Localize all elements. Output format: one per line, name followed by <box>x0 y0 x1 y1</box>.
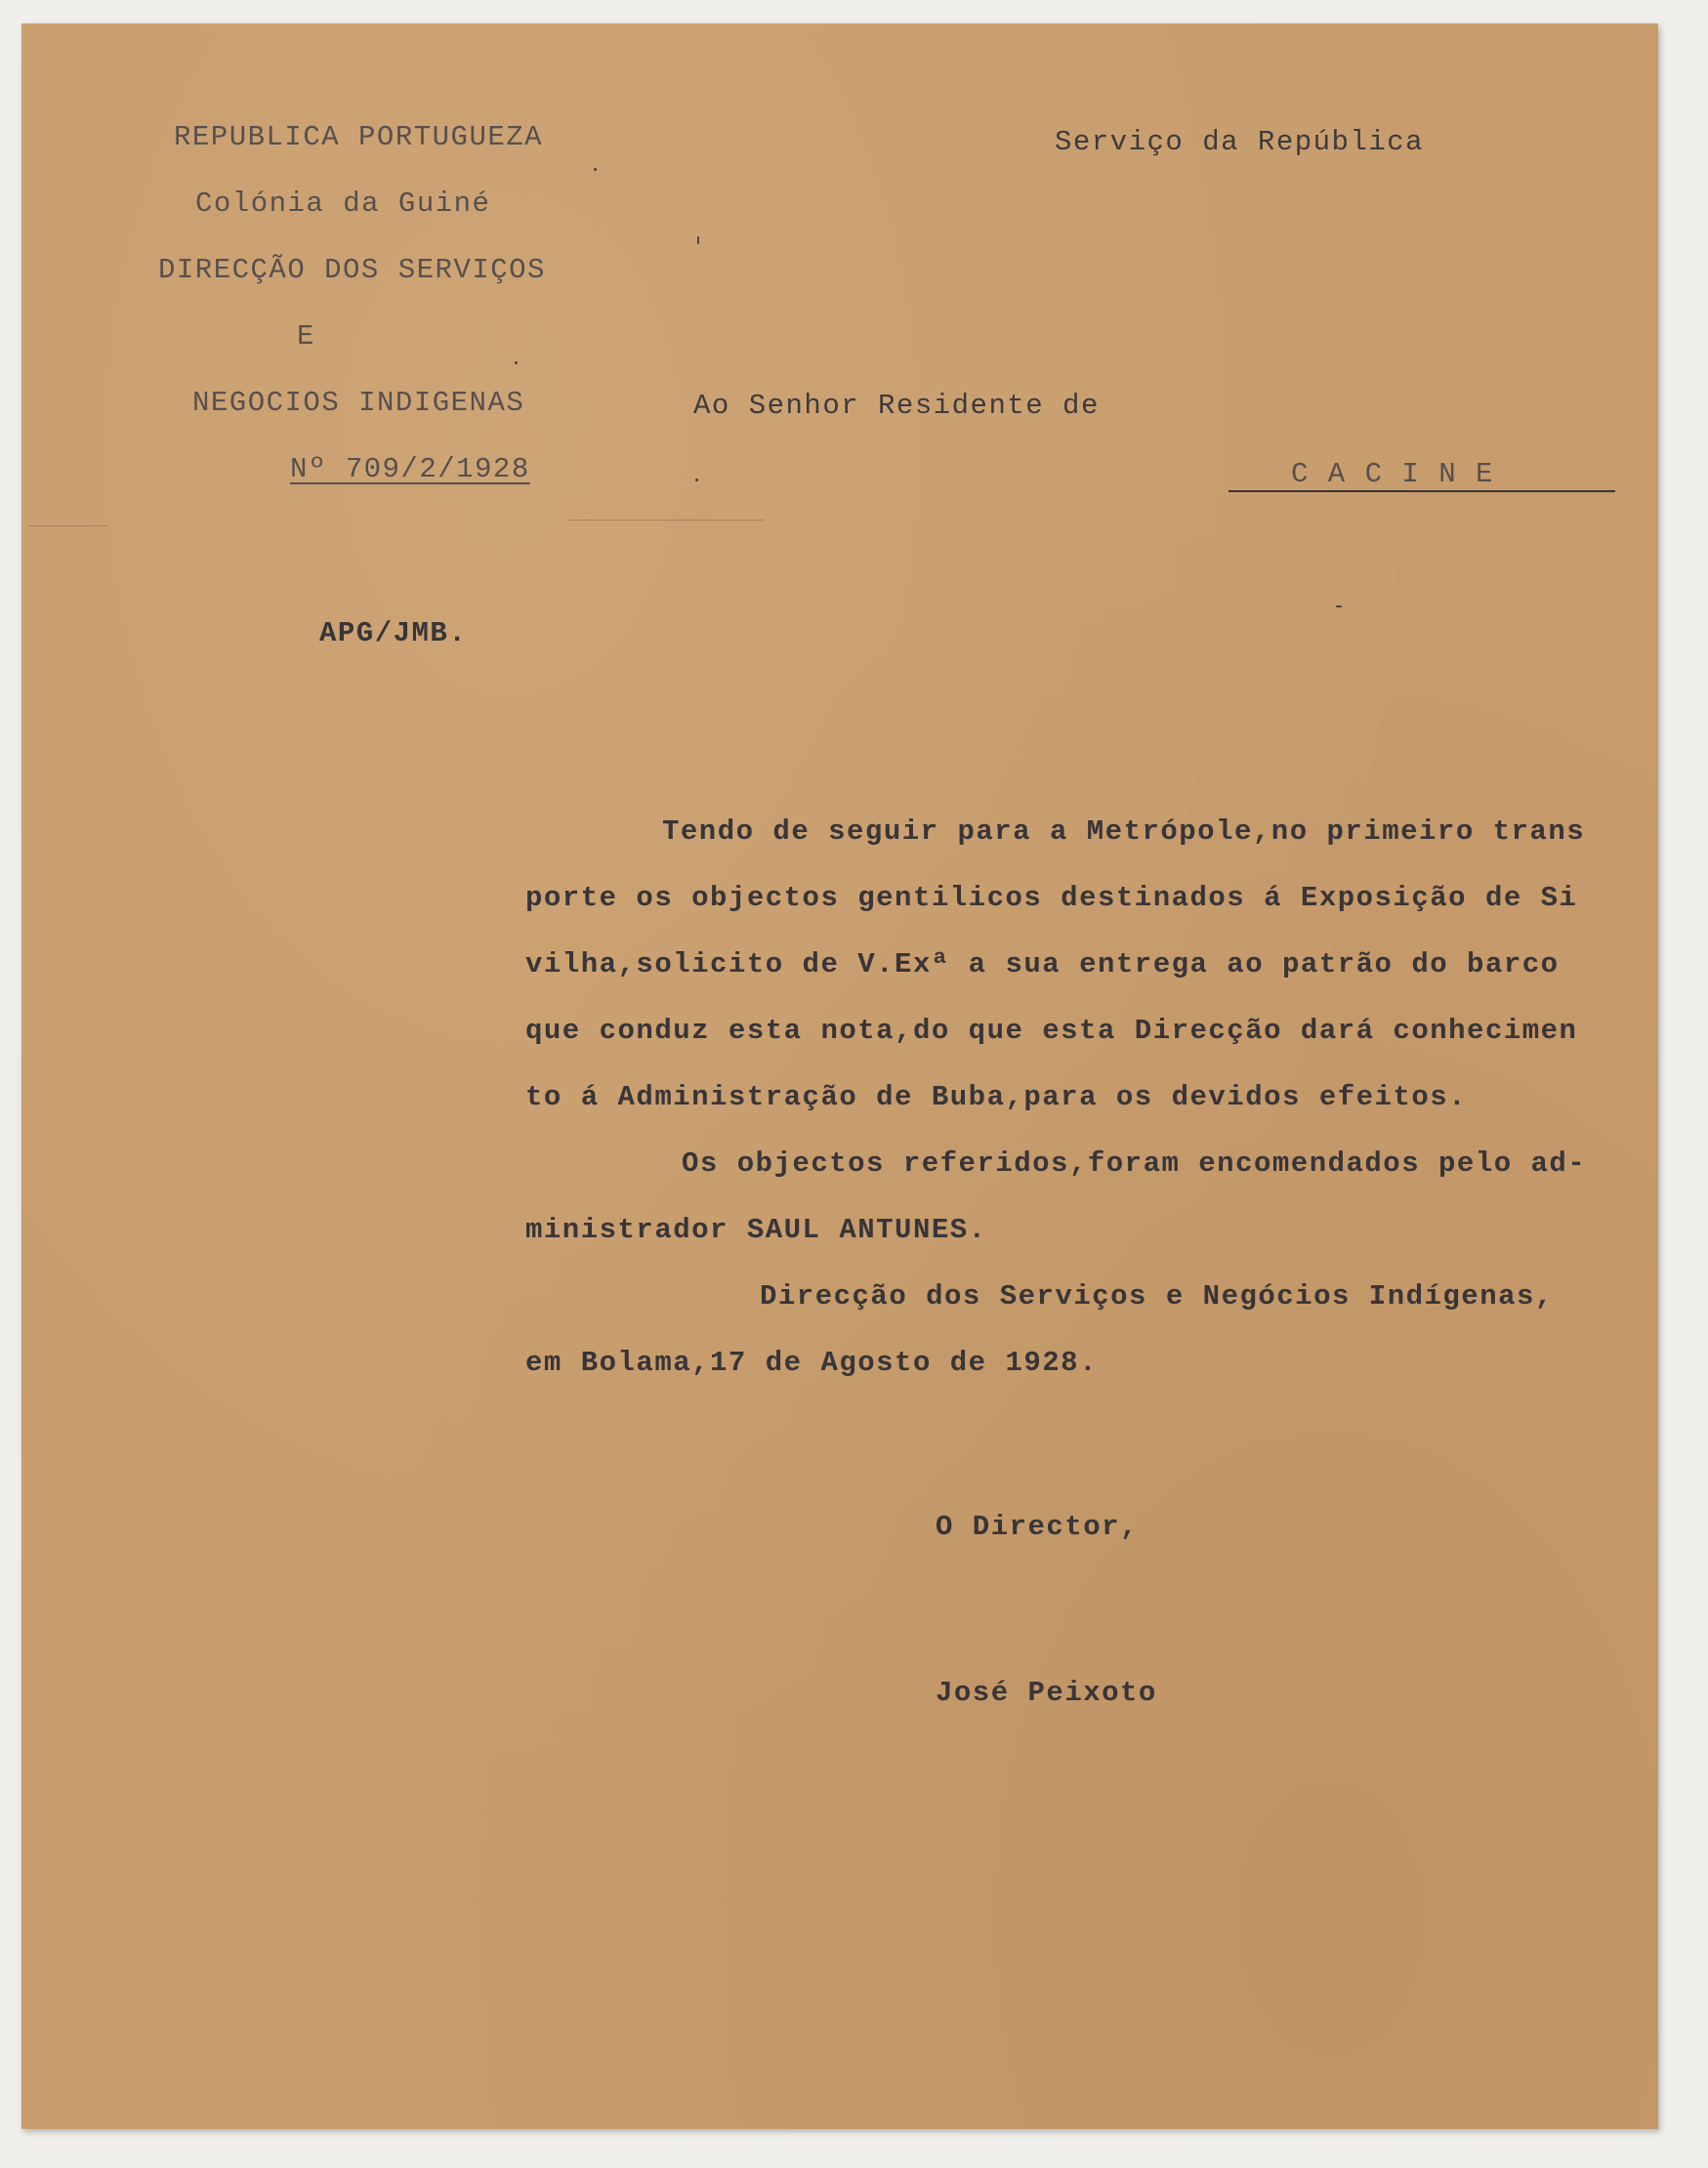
letterhead-colony: Colónia da Guiné <box>195 188 491 220</box>
reference-initials: APG/JMB. <box>319 617 468 649</box>
document-number: Nº 709/2/1928 <box>290 453 530 485</box>
faint-trace <box>568 520 764 521</box>
service-heading: Serviço da República <box>1055 126 1425 158</box>
letterhead-directorate: DIRECÇÃO DOS SERVIÇOS <box>158 254 546 286</box>
letterhead-republic: REPUBLICA PORTUGUEZA <box>174 121 544 153</box>
addressee-salutation: Ao Senhor Residente de <box>693 390 1100 422</box>
addressee-place: C A C I N E <box>1291 458 1494 490</box>
paper-speck <box>515 361 518 364</box>
paper-speck <box>594 168 597 171</box>
paper-speck <box>695 479 698 481</box>
paper-speck <box>697 236 699 244</box>
fold-mark <box>29 525 107 526</box>
body-line-9: em Bolama,17 de Agosto de 1928. <box>525 1347 1098 1379</box>
body-line-6: Os objectos referidos,foram encomendados pelo ad- <box>682 1147 1587 1180</box>
document-page <box>21 23 1658 2129</box>
body-line-2: porte os objectos gentilicos destinados á Exposição de Si <box>525 882 1578 914</box>
letterhead-native-affairs: NEGOCIOS INDIGENAS <box>192 387 525 419</box>
body-line-3: vilha,solicito de V.Exª a sua entrega ao patrão do barco <box>525 948 1560 980</box>
body-line-5: to á Administração de Buba,para os devidos efeitos. <box>525 1081 1468 1113</box>
closing-signature: José Peixoto <box>936 1677 1157 1709</box>
closing-title: O Director, <box>936 1511 1139 1543</box>
body-line-1: Tendo de seguir para a Metrópole,no primeiro trans <box>662 815 1586 848</box>
body-line-7: ministrador SAUL ANTUNES. <box>525 1214 987 1246</box>
addressee-underline <box>1229 490 1615 492</box>
body-line-8: Direcção dos Serviços e Negócios Indígenas, <box>760 1280 1554 1313</box>
letterhead-conjunction: E <box>297 320 315 353</box>
paper-speck <box>1336 605 1342 607</box>
body-line-4: que conduz esta nota,do que esta Direcção dará conhecimen <box>525 1015 1578 1047</box>
